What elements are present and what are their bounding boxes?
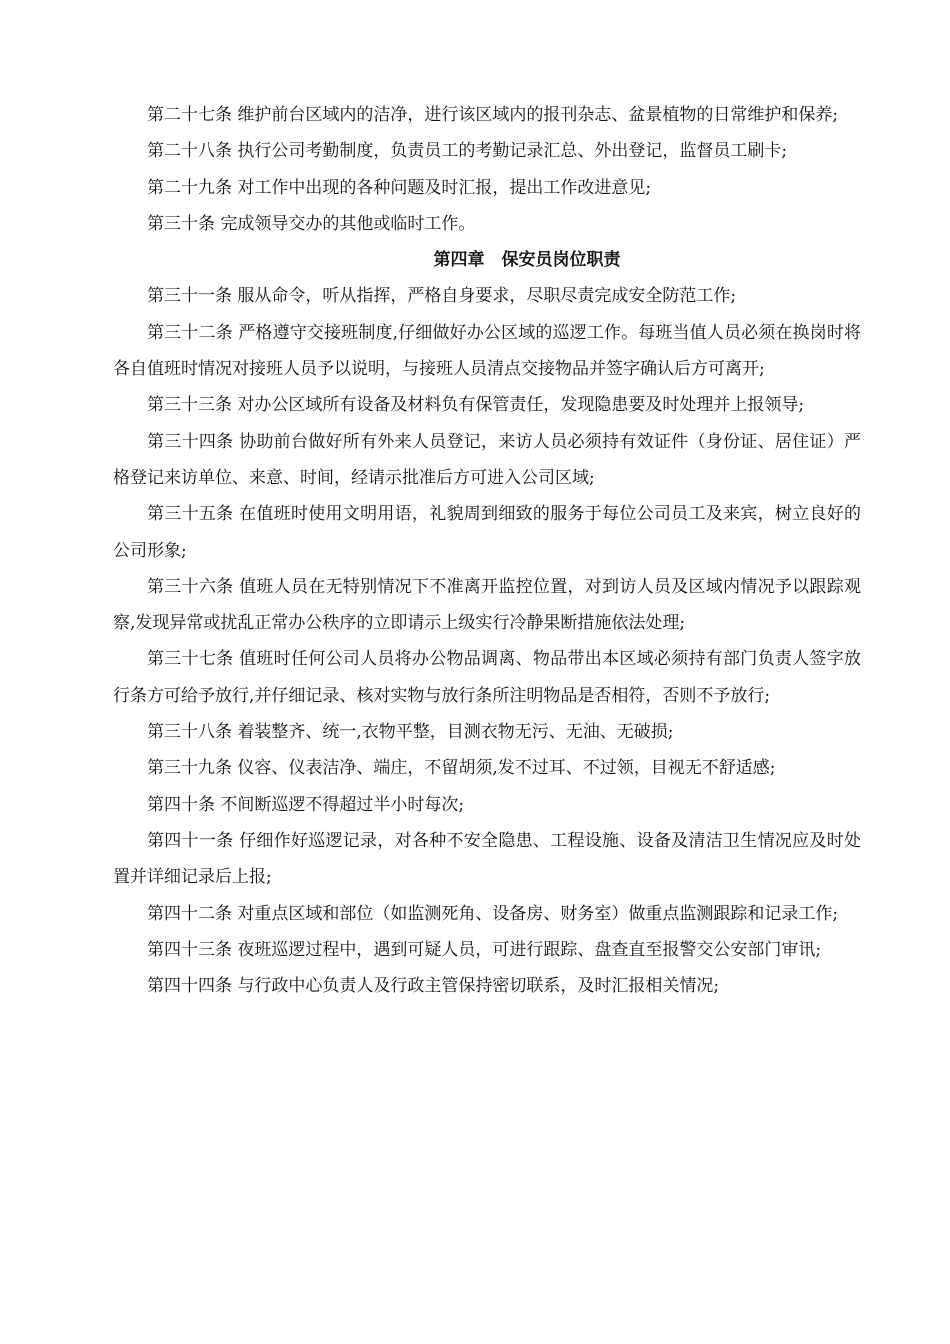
article-29: 第二十九条 对工作中出现的各种问题及时汇报，提出工作改进意见; [147, 177, 652, 198]
document-page [113, 97, 861, 1004]
article-37: 第三十七条 值班时任何公司人员将办公物品调离、物品带出本区域必须持有部门负责人签字放行条方可给予放行,并仔细记录、核对实物与放行条所注明物品是否相符，否则不予放行; [113, 649, 861, 706]
article-34: 第三十四条 协助前台做好所有外来人员登记，来访人员必须持有效证件（身份证、居住证）严格登记来访单位、来意、时间，经请示批准后方可进入公司区域; [113, 431, 861, 488]
article-41: 第四十一条 仔细作好巡逻记录，对各种不安全隐患、工程设施、设备及清洁卫生情况应及时处置并详细记录后上报; [113, 830, 861, 888]
article-30: 第三十条 完成领导交办的其他或临时工作。 [147, 213, 476, 234]
article-36: 第三十六条 值班人员在无特别情况下不准离开监控位置，对到访人员及区域内情况予以跟踪观察,发现异常或扰乱正常办公秩序的立即请示上级实行冷静果断措施依法处理; [113, 576, 861, 634]
article-31: 第三十一条 服从命令，听从指挥，严格自身要求，尽职尽责完成安全防范工作; [147, 286, 737, 307]
article-42: 第四十二条 对重点区域和部位（如监测死角、设备房、财务室）做重点监测跟踪和记录工作; [147, 903, 839, 924]
article-33: 第三十三条 对办公区域所有设备及材料负有保管责任，发现隐患要及时处理并上报领导; [147, 395, 805, 416]
article-27: 第二十七条 维护前台区域内的洁净，进行该区域内的报刊杂志、盆景植物的日常维护和保养; [147, 105, 839, 125]
article-28: 第二十八条 执行公司考勤制度，负责员工的考勤记录汇总、外出登记，监督员工刷卡; [147, 141, 788, 162]
article-35: 第三十五条 在值班时使用文明用语，礼貌周到细致的服务于每位公司员工及来宾，树立良好的公司形象; [113, 504, 861, 561]
article-32: 第三十二条 严格遵守交接班制度,仔细做好办公区域的巡逻工作。每班当值人员必须在换岗时将各自值班时情况对接班人员予以说明，与接班人员清点交接物品并签字确认后方可离开; [113, 322, 861, 380]
article-38: 第三十八条 着装整齐、统一,衣物平整，目测衣物无污、无油、无破损; [147, 722, 674, 743]
article-40: 第四十条 不间断巡逻不得超过半小时每次; [147, 794, 465, 815]
chapter-heading: 第四章 保安员岗位职责 [433, 250, 621, 271]
article-39: 第三十九条 仪容、仪表洁净、端庄，不留胡须,发不过耳、不过领，目视无不舒适感; [147, 758, 776, 779]
article-43: 第四十三条 夜班巡逻过程中，遇到可疑人员，可进行跟踪、盘查直至报警交公安部门审讯; [147, 939, 822, 960]
article-44: 第四十四条 与行政中心负责人及行政主管保持密切联系，及时汇报相关情况; [147, 976, 720, 997]
